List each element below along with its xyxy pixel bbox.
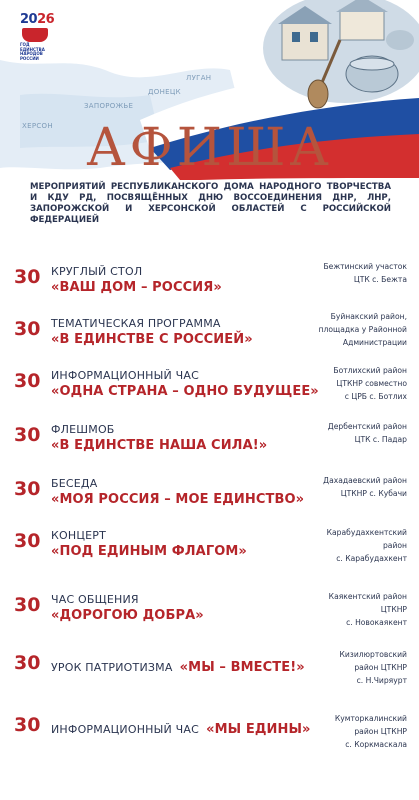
event-day: 30: [14, 652, 41, 674]
event-place: [315, 420, 407, 446]
event-name: «В ЕДИНСТВЕ НАША СИЛА!»: [51, 438, 268, 453]
event-place-line: ЦТК с. Падар: [354, 435, 407, 444]
event-day: 30: [14, 594, 41, 616]
logo-year-first: 20: [20, 12, 38, 27]
event-place-line: район ЦТКНР: [354, 727, 407, 736]
event-name: «ДОРОГОЮ ДОБРА»: [51, 608, 204, 623]
event-day: 30: [14, 318, 41, 340]
logo-caption-1: ГОД: [20, 42, 30, 47]
event-place-line: с. Н.Чиряурт: [356, 676, 407, 685]
map-label-lugansk: ЛУГАН: [186, 74, 212, 82]
logo-caption-3: НАРОДОВ: [20, 51, 43, 56]
event-name: «МОЯ РОССИЯ – МОЕ ЕДИНСТВО»: [51, 492, 305, 507]
event-place-line: район: [382, 541, 407, 550]
event-day: 30: [14, 478, 41, 500]
event-name: «В ЕДИНСТВЕ С РОССИЕЙ»: [51, 332, 253, 347]
event-info: [51, 476, 323, 509]
page-title: АФИША: [86, 118, 333, 178]
event-kind: ФЛЕШМОБ: [51, 423, 115, 436]
event-name: «ОДНА СТРАНА – ОДНО БУДУЩЕЕ»: [51, 384, 319, 399]
event-place: [315, 474, 407, 500]
map-label-kherson: ХЕРСОН: [22, 122, 53, 130]
event-name: «МЫ ЕДИНЫ»: [206, 722, 311, 737]
map-label-donetsk: ДОНЕЦК: [148, 88, 181, 96]
event-day: 30: [14, 530, 41, 552]
logo-year-second: 26: [37, 12, 55, 27]
event-info: [51, 592, 323, 625]
monument-icon: [22, 28, 48, 42]
event-kind: КОНЦЕРТ: [51, 529, 106, 542]
event-kind: БЕСЕДА: [51, 477, 98, 490]
event-place-line: Ботлихский район: [333, 366, 407, 375]
event-place-line: район ЦТКНР: [354, 663, 407, 672]
event-place-line: Кизилюртовский: [339, 650, 407, 659]
event-place-line: ЦТК с. Бежта: [353, 275, 407, 284]
event-name: «ПОД ЕДИНЫМ ФЛАГОМ»: [51, 544, 247, 559]
event-place-line: Дахадаевский район: [323, 476, 407, 485]
event-place-line: Дербентский район: [327, 422, 407, 431]
event-info: [51, 264, 323, 297]
logo-caption-2: ЕДИНСТВА: [20, 46, 45, 52]
event-place: [315, 364, 407, 403]
event-place: [315, 260, 407, 286]
event-info: [51, 316, 323, 349]
event-info: [51, 528, 323, 561]
event-name: «ВАШ ДОМ – РОССИЯ»: [51, 280, 222, 295]
event-day: 30: [14, 266, 41, 288]
event-name: «МЫ – ВМЕСТЕ!»: [179, 660, 305, 675]
year-of-unity-logo: [20, 12, 54, 61]
event-place: [315, 590, 407, 629]
event-place: [315, 310, 407, 349]
event-day: 30: [14, 370, 41, 392]
event-day: 30: [14, 714, 41, 736]
event-place: [315, 648, 407, 687]
event-place-line: ЦТКНР: [380, 605, 407, 614]
event-place-line: с. Карабудахкент: [336, 554, 407, 563]
event-kind: КРУГЛЫЙ СТОЛ: [51, 265, 143, 278]
event-place: [315, 526, 407, 565]
event-place-line: ЦТКНР с. Кубачи: [340, 489, 407, 498]
event-kind: ИНФОРМАЦИОННЫЙ ЧАС: [51, 369, 200, 382]
event-place-line: Карабудахкентский: [326, 528, 407, 537]
event-kind: ИНФОРМАЦИОННЫЙ ЧАС: [51, 723, 200, 736]
event-place-line: Администрации: [342, 338, 407, 347]
event-info: [51, 656, 323, 677]
event-kind: УРОК ПАТРИОТИЗМА: [51, 661, 173, 674]
logo-caption-4: РОССИИ: [20, 55, 39, 61]
event-place-line: Каякентский район: [328, 592, 407, 601]
event-place-line: с ЦРБ с. Ботлих: [344, 392, 407, 401]
event-place-line: Бежтинский участок: [323, 262, 407, 271]
event-place-line: ЦТКНР совместно: [336, 379, 407, 388]
event-place: [315, 712, 407, 751]
event-place-line: с. Новокаякент: [346, 618, 407, 627]
event-place-line: с. Коркмаскала: [345, 740, 407, 749]
map-label-zaporozhye: ЗАПОРОЖЬЕ: [84, 102, 134, 110]
event-place-line: Буйнакский район,: [330, 312, 407, 321]
logo-year: [20, 12, 54, 27]
event-info: [51, 718, 323, 739]
event-place-line: площадка у Районной: [318, 325, 407, 334]
page-subtitle: МЕРОПРИЯТИЙ РЕСПУБЛИКАНСКОГО ДОМА НАРОДНОГО ТВОРЧЕСТВА И КДУ РД, ПОСВЯЩЁННЫХ ДНЮ ВОССОЕДИНЕНИЯ ДНР, ЛНР, ЗАПОРОЖСКОЙ И ХЕРСОНСКОЙ ОБЛАСТЕЙ С РОССИЙСКОЙ ФЕДЕРАЦИЕЙ: [30, 182, 391, 225]
event-day: 30: [14, 424, 41, 446]
event-info: [51, 422, 323, 455]
event-kind: ЧАС ОБЩЕНИЯ: [51, 593, 139, 606]
header-banner: [0, 0, 419, 240]
event-kind: ТЕМАТИЧЕСКАЯ ПРОГРАММА: [51, 317, 221, 330]
event-place-line: Кумторкалинский: [334, 714, 407, 723]
event-info: [51, 368, 323, 401]
